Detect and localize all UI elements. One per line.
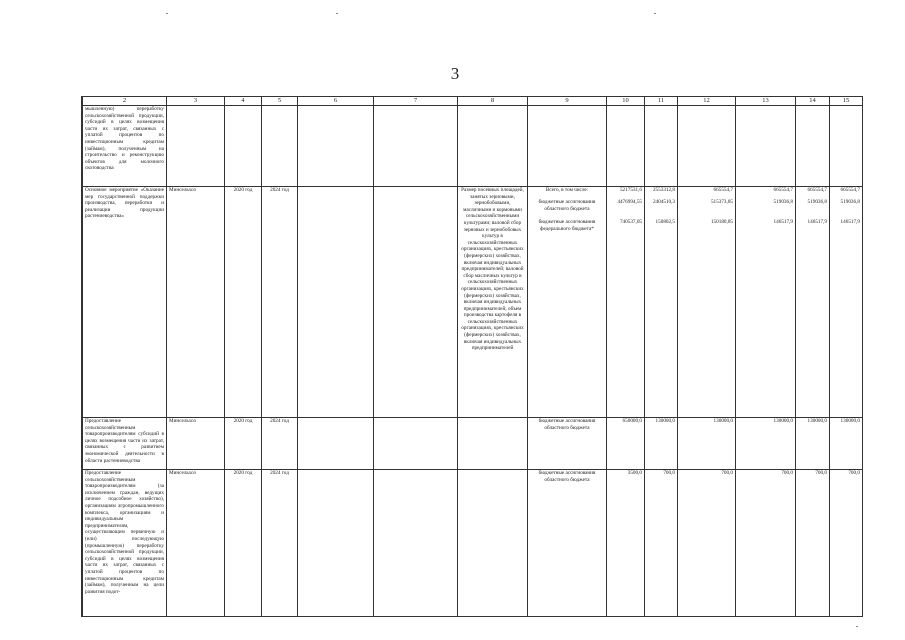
value-cell xyxy=(678,106,736,187)
table-row xyxy=(82,187,863,418)
header-cell: 9 xyxy=(528,97,607,106)
executor-cell: Минсельхоз xyxy=(167,418,225,470)
header-cell: 12 xyxy=(678,97,736,106)
start-year-cell xyxy=(225,106,262,187)
end-year-cell: 2024 год xyxy=(262,187,298,418)
measure-name-cell: Предоставление сельскохозяйственным товаропроизводителям (за исключением граждан, ведущих личное подсобное хозяйство), организациям агропромышленного комплекса, организациям и индивидуальным предпринимателям, осуществляющим первичную и (или) последующую (промышленную) переработку сельскохозяйственной продукции, субсидий в целях возмещения части их затрат, связанных с уплатой процентов по инвестиционным кредитам (займам), полученным на цели развития подот- xyxy=(83,470,167,617)
header-cell: 7 xyxy=(374,97,458,106)
value-cell: 700,0 xyxy=(830,470,863,617)
value-cell: 700,0 xyxy=(645,470,678,617)
measure-name-cell: мышленную) переработку сельскохозяйственной продукции, субсидий в целях возмещения части их затрат, связанных с уплатой процентов по инвестиционным кредитам (займам), полученным на строительство и реконструкцию объектов для молочного скотоводства xyxy=(83,106,167,187)
program-table xyxy=(81,96,863,617)
value-cell: 700,0 xyxy=(736,470,796,617)
empty-cell xyxy=(298,187,374,418)
value-line: 2404510,3 xyxy=(652,199,675,205)
header-cell: 11 xyxy=(645,97,678,106)
end-year-cell xyxy=(262,106,298,187)
funding-source-cell xyxy=(528,187,607,418)
value-line: 665554,7 xyxy=(713,187,733,193)
header-cell: 10 xyxy=(607,97,645,106)
indicator-cell xyxy=(458,418,528,470)
value-line: 519036,8 xyxy=(840,199,860,205)
value-line: 146517,9 xyxy=(840,219,860,225)
scan-speck xyxy=(654,13,656,14)
indicator-cell xyxy=(458,106,528,187)
header-cell: 8 xyxy=(458,97,528,106)
value-cell xyxy=(796,106,830,187)
scan-speck xyxy=(856,626,858,627)
measure-name-cell: Предоставление сельскохозяйственным товаропроизводителям субсидий в целях возмещения части их затрат, связанных с развитием экономической деятельности в области растениеводства xyxy=(83,418,167,470)
value-line: 146517,9 xyxy=(773,219,793,225)
scan-speck xyxy=(336,13,338,14)
executor-cell: Минсельхоз xyxy=(167,187,225,418)
header-cell: 6 xyxy=(298,97,374,106)
header-cell: 14 xyxy=(796,97,830,106)
table-row xyxy=(82,106,863,187)
value-cell: 130000,0 xyxy=(736,418,796,470)
value-line: 519036,8 xyxy=(807,199,827,205)
header-cell: 2 xyxy=(83,97,167,106)
executor-cell: Минсельхоз xyxy=(167,470,225,617)
value-line: 665554,7 xyxy=(773,187,793,193)
value-line: 665554,7 xyxy=(807,187,827,193)
value-cell xyxy=(645,106,678,187)
end-year-cell: 2024 год xyxy=(262,418,298,470)
funding-source-cell xyxy=(528,106,607,187)
value-cell: 130000,0 xyxy=(830,418,863,470)
empty-cell xyxy=(298,418,374,470)
value-cell xyxy=(645,187,678,418)
value-line: 515373,85 xyxy=(710,199,733,205)
start-year-cell: 2020 год xyxy=(225,470,262,617)
value-cell xyxy=(678,187,736,418)
value-line: 150802,5 xyxy=(655,219,675,225)
header-cell: 3 xyxy=(167,97,225,106)
value-line: 740537,05 xyxy=(619,219,642,225)
value-line: 146517,9 xyxy=(807,219,827,225)
value-line: 2553312,8 xyxy=(652,187,675,193)
table-row xyxy=(82,470,863,617)
empty-cell xyxy=(374,418,458,470)
value-line: 150180,85 xyxy=(710,219,733,225)
indicator-cell: Размер посевных площадей, занятых зерновыми, зернобобовыми, масличными и кормовыми сельскохозяйственными культурами; валовой сбор зерновых и зернобобовых культур в сельскохозяйственных организациях, крестьянских (фермерских) хозяйствах, включая индивидуальных предпринимателей; валовой сбор масличных культур в сельскохозяйственных организациях, крестьянских (фермерских) хозяйствах, включая индивидуальных предпринимателей; объем производства картофеля в сельскохозяйственных организациях, крестьянских (фермерских) хозяйствах, включая индивидуальных предпринимателей xyxy=(458,187,528,418)
empty-cell xyxy=(374,187,458,418)
scan-speck xyxy=(166,13,168,14)
value-cell xyxy=(736,187,796,418)
value-cell: 650000,0 xyxy=(607,418,645,470)
header-cell: 4 xyxy=(225,97,262,106)
funding-source-line: бюджетные ассигнования областного бюджета xyxy=(538,199,596,212)
value-cell xyxy=(607,106,645,187)
measure-name-cell: Основное мероприятие «Оказание мер государственной поддержки производства, переработки и реализации продукции растениеводства» xyxy=(83,187,167,418)
empty-cell xyxy=(298,106,374,187)
table-row xyxy=(82,418,863,470)
value-cell: 700,0 xyxy=(796,470,830,617)
funding-source-cell: бюджетные ассигнования областного бюджета xyxy=(528,470,607,617)
value-line: 5217531,6 xyxy=(619,187,642,193)
value-line: 519036,8 xyxy=(773,199,793,205)
value-line: 4476994,55 xyxy=(617,199,642,205)
header-row xyxy=(82,97,863,106)
funding-source-cell: бюджетные ассигнования областного бюджета xyxy=(528,418,607,470)
value-cell xyxy=(736,106,796,187)
header-cell: 15 xyxy=(830,97,863,106)
value-cell xyxy=(830,187,863,418)
indicator-cell xyxy=(458,470,528,617)
value-cell: 700,0 xyxy=(678,470,736,617)
value-cell xyxy=(607,187,645,418)
value-cell: 130000,0 xyxy=(796,418,830,470)
start-year-cell: 2020 год xyxy=(225,418,262,470)
value-cell: 130000,0 xyxy=(678,418,736,470)
value-cell xyxy=(830,106,863,187)
start-year-cell: 2020 год xyxy=(225,187,262,418)
value-cell xyxy=(796,187,830,418)
funding-source-line: Всего, в том числе: xyxy=(545,187,589,193)
header-cell: 5 xyxy=(262,97,298,106)
page-number: 3 xyxy=(450,64,460,83)
end-year-cell: 2024 год xyxy=(262,470,298,617)
value-cell: 3500,0 xyxy=(607,470,645,617)
empty-cell xyxy=(374,470,458,617)
value-cell: 130000,0 xyxy=(645,418,678,470)
header-cell: 13 xyxy=(736,97,796,106)
empty-cell xyxy=(374,106,458,187)
funding-source-line: бюджетные ассигнования федерального бюджета* xyxy=(538,219,596,232)
empty-cell xyxy=(298,470,374,617)
value-line: 665554,7 xyxy=(840,187,860,193)
executor-cell xyxy=(167,106,225,187)
